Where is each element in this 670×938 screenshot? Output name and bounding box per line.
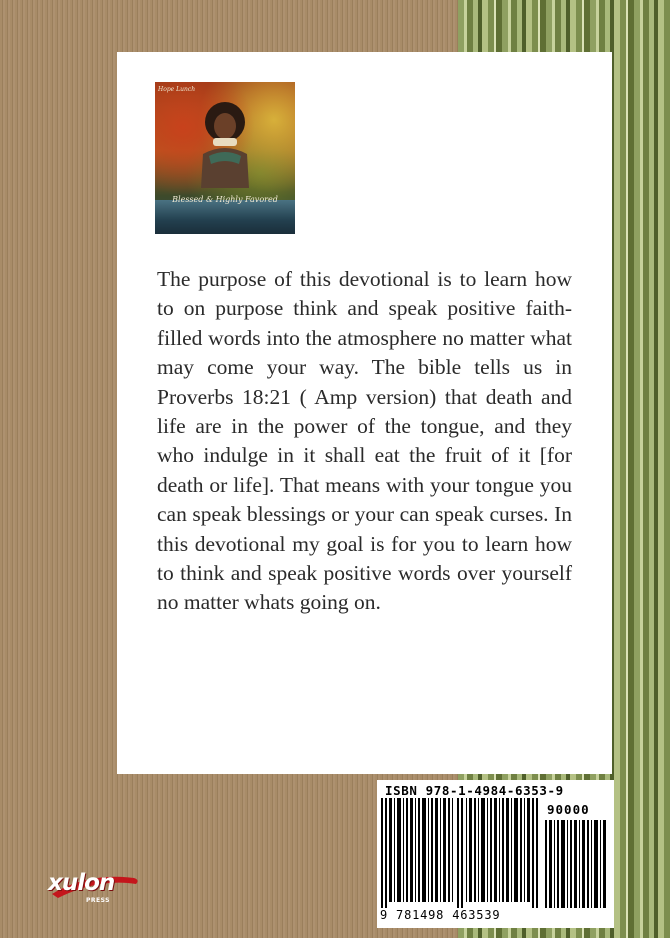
publisher-name: xulon — [48, 870, 115, 896]
thumbnail-corner-text: Hope Lunch — [158, 86, 196, 93]
barcode-icon — [381, 798, 541, 908]
isbn-label: ISBN 978-1-4984-6353-9 — [385, 783, 564, 798]
book-description: The purpose of this devotional is to learn how to on purpose think and speak positive faith-filled words into the atmosphere no matter what may come your way. The bible tells us in Proverbs 18:21 ( Amp version) that death and life are in the power of the tongue, and they who indulge in it shall eat the fruit of it [for death or life]. That means with your tongue you can speak blessings or your can speak curses. In this devotional my goal is for you to learn how to think and speak positive words over yourself no matter whats going on. — [157, 267, 572, 615]
publisher-logo — [48, 870, 144, 908]
publisher-imprint: PRESS — [86, 897, 110, 904]
price-code: 90000 — [547, 802, 590, 817]
author-portrait-icon — [195, 98, 255, 188]
barcode-box — [377, 780, 614, 928]
text-panel — [117, 52, 612, 774]
thumbnail-caption: Blessed & Highly Favored — [172, 195, 278, 204]
ean-digits: 9 781498 463539 — [380, 908, 501, 922]
cover-thumbnail — [155, 82, 295, 234]
addon-barcode-icon — [545, 820, 609, 908]
thumbnail-water — [155, 200, 295, 234]
